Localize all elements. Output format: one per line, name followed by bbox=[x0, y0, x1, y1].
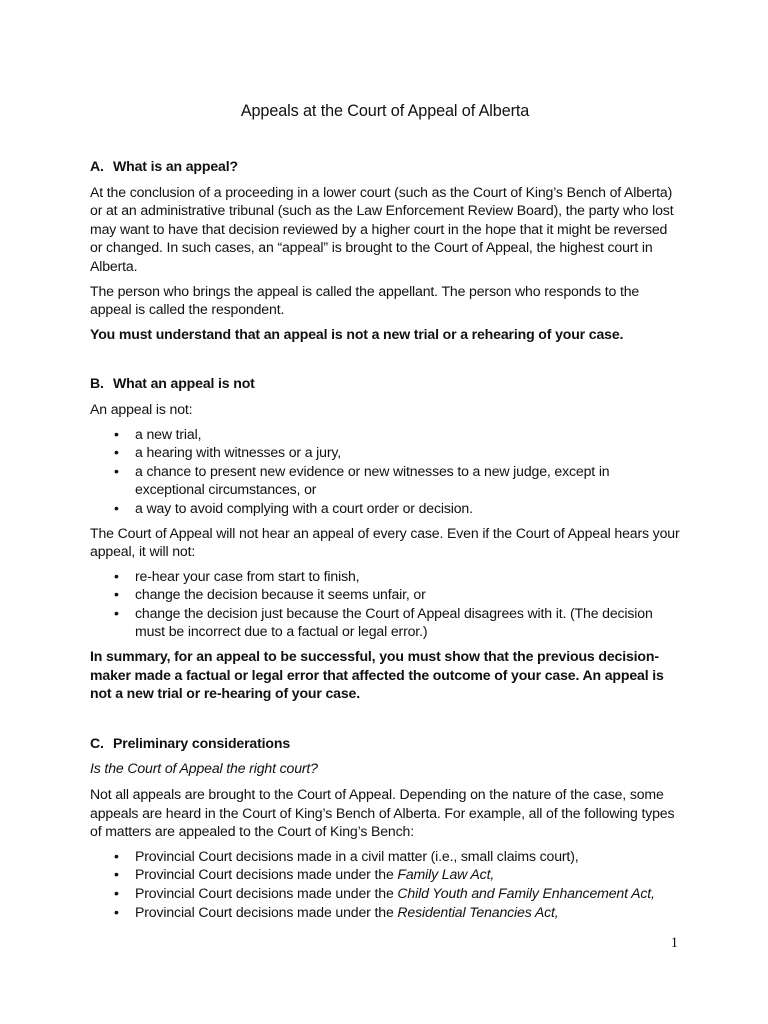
section-c-letter: C. bbox=[90, 734, 104, 751]
bullet-icon: • bbox=[114, 586, 119, 603]
section-b-paragraph-2: The Court of Appeal will not hear an appeal of every case. Even if the Court of Appeal hears your appeal, it will not: bbox=[90, 524, 680, 560]
section-b-list-1 bbox=[90, 425, 680, 518]
list-item: • change the decision because it seems unfair, or bbox=[114, 586, 426, 603]
bullet-icon: • bbox=[114, 903, 119, 920]
section-a-emphasis: You must understand that an appeal is not a new trial or a rehearing of your case. bbox=[90, 325, 624, 342]
list-item: • Provincial Court decisions made under the Family Law Act, bbox=[114, 866, 495, 883]
bullet-icon: • bbox=[114, 499, 119, 516]
act-name: Child Youth and Family Enhancement Act, bbox=[397, 885, 655, 901]
list-item: • Provincial Court decisions made in a civil matter (i.e., small claims court), bbox=[114, 847, 579, 864]
bullet-icon: • bbox=[114, 866, 119, 883]
bullet-icon: • bbox=[114, 567, 119, 584]
section-b-title: What an appeal is not bbox=[113, 375, 255, 392]
bullet-icon: • bbox=[114, 462, 119, 479]
section-a-paragraph-2: The person who brings the appeal is called the appellant. The person who responds to the appeal is called the respondent. bbox=[90, 282, 640, 318]
section-c-subheading: Is the Court of Appeal the right court? bbox=[90, 760, 318, 777]
section-c-list bbox=[90, 847, 680, 921]
list-item: • Provincial Court decisions made under the Residential Tenancies Act, bbox=[114, 903, 559, 920]
bullet-icon: • bbox=[114, 847, 119, 864]
page-number: 1 bbox=[670, 935, 678, 951]
list-item: • re-hear your case from start to finish, bbox=[114, 567, 360, 584]
bullet-icon: • bbox=[114, 885, 119, 901]
list-item: • a hearing with witnesses or a jury, bbox=[114, 444, 341, 461]
bullet-icon: • bbox=[114, 604, 119, 621]
section-c-paragraph-1: Not all appeals are brought to the Court of Appeal. Depending on the nature of the case, some appeals are heard in the Court of King’s Bench of Alberta. For example, all of the following types of matters are appealed to the Court of King’s Bench: bbox=[90, 786, 675, 840]
document-title: Appeals at the Court of Appeal of Alberta bbox=[240, 102, 530, 120]
section-b-letter: B. bbox=[90, 375, 104, 392]
section-b-heading bbox=[90, 374, 680, 393]
section-b-intro: An appeal is not: bbox=[90, 400, 193, 417]
section-a-letter: A. bbox=[90, 158, 104, 174]
list-item: • a chance to present new evidence or new witnesses to a new judge, except in exceptional circumstances, or bbox=[114, 462, 610, 498]
section-c-title: Preliminary considerations bbox=[113, 734, 291, 751]
section-a-title: What is an appeal? bbox=[113, 158, 238, 174]
bullet-icon: • bbox=[114, 425, 119, 442]
list-item: • a way to avoid complying with a court order or decision. bbox=[114, 499, 473, 516]
act-name: Family Law Act, bbox=[397, 866, 495, 883]
bullet-icon: • bbox=[114, 444, 119, 461]
section-b-list-2 bbox=[90, 567, 680, 641]
section-a-heading bbox=[90, 157, 680, 176]
list-item: • change the decision just because the Court of Appeal disagrees with it. (The decision must be incorrect due to a factual or legal error.) bbox=[114, 604, 653, 640]
list-item: • Provincial Court decisions made under the Child Youth and Family Enhancement Act, bbox=[114, 885, 655, 901]
act-name: Residential Tenancies Act, bbox=[397, 903, 559, 920]
section-a-paragraph-1: At the conclusion of a proceeding in a lower court (such as the Court of King’s Bench of Alberta) or at an administrative tribunal (such as the Law Enforcement Review Board), the party who lost may want to have that decision reviewed by a higher court in the hope that it might be reversed or changed. In such cases, an “appeal” is brought to the Court of Appeal, the highest court in Alberta. bbox=[90, 183, 674, 274]
section-b-summary: In summary, for an appeal to be successful, you must show that the previous decision-maker made a factual or legal error that affected the outcome of your case. An appeal is not a new trial or re-hearing of your case. bbox=[90, 648, 664, 702]
section-c-heading bbox=[90, 734, 680, 753]
list-item: • a new trial, bbox=[114, 425, 202, 442]
